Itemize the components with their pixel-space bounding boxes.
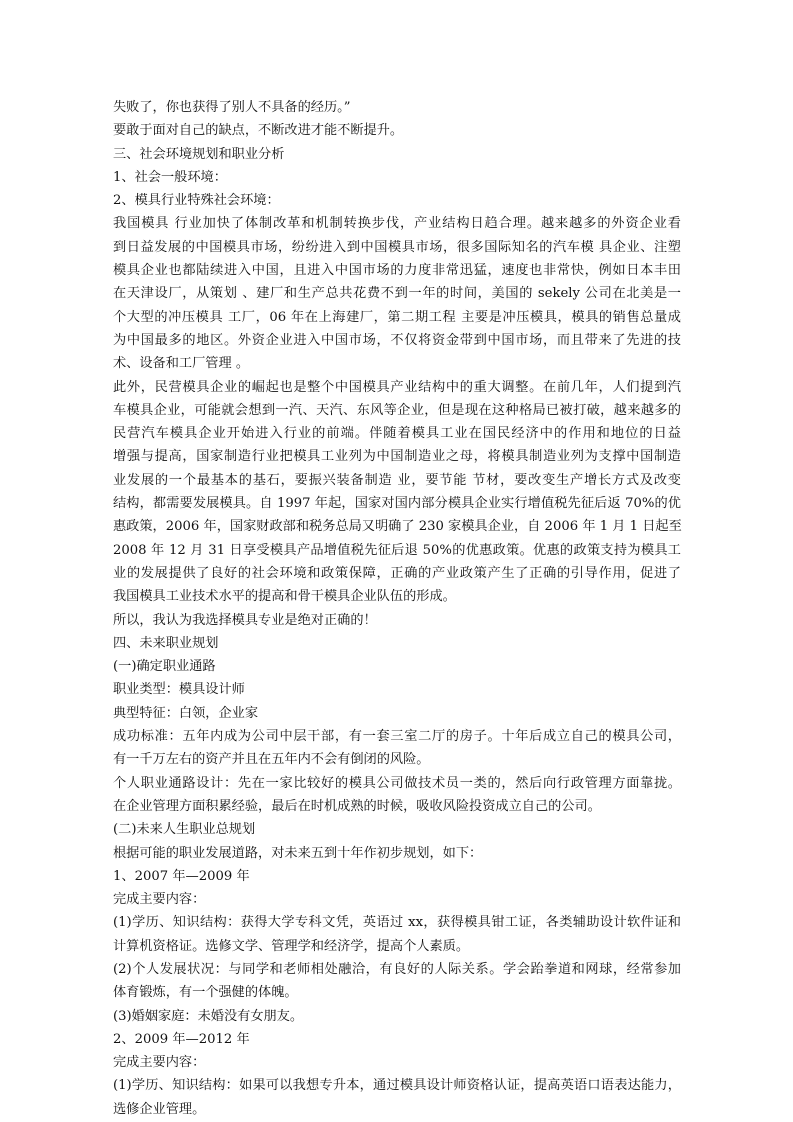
text-line: 失败了，你也获得了别人不具备的经历。” xyxy=(113,100,351,115)
text-line: 计算机资格证。选修文学、管理学和经济学，提高个人素质。 xyxy=(113,938,470,954)
text-line: 有一千万左右的资产并且在五年内不会有倒闭的风险。 xyxy=(113,752,430,768)
text-line: 业发展的一个最基本的基石，要振兴装备制造 业，要节能 节材，要改变生产增长方式及改变 xyxy=(113,472,681,488)
paragraph xyxy=(113,212,681,375)
text-line: 我国模具 行业加快了体制改革和机制转换步伐，产业结构日趋合理。越来越多的外资企业看 xyxy=(113,216,681,232)
paragraph xyxy=(113,725,681,772)
text-line: 车模具企业，可能就会想到一汽、天汽、东风等企业，但是现在这种格局已被打破，越来越多的 xyxy=(113,402,681,418)
text-line: (1)学历、知识结构：如果可以我想专升本，通过模具设计师资格认证，提高英语口语表达能力， xyxy=(113,1078,681,1094)
paragraph xyxy=(113,96,681,119)
paragraph xyxy=(113,376,681,609)
text-line: (一)确定职业通路 xyxy=(113,659,216,675)
text-line: 2、2009 年—2012 年 xyxy=(113,1031,250,1047)
text-line: (2)个人发展状况：与同学和老师相处融洽，有良好的人际关系。学会跆拳道和网球，经常参加 xyxy=(113,961,681,977)
text-line: 成功标准：五年内成为公司中层干部，有一套三室二厅的房子。十年后成立自己的模具公司， xyxy=(113,729,681,745)
text-line: 体育锻炼，有一个强健的体魄。 xyxy=(113,985,298,1001)
text-line: 民营汽车模具企业开始进入行业的前端。伴随着模具工业在国民经济中的作用和地位的日益 xyxy=(113,426,681,442)
text-line: 四、未来职业规划 xyxy=(113,635,219,651)
text-line: 要敢于面对自己的缺点，不断改进才能不断提升。 xyxy=(113,123,404,139)
text-line: 结构，都需要发展模具。自 1997 年起，国家对国内部分模具企业实行增值税先征后返 70%的优 xyxy=(113,496,681,512)
text-line: 职业类型：模具设计师 xyxy=(113,682,245,698)
paragraph xyxy=(113,189,681,212)
text-line: 个大型的冲压模具 工厂，06 年在上海建厂，第二期工程 主要是冲压模具，模具的销售总量成 xyxy=(113,309,681,325)
paragraph xyxy=(113,166,681,189)
text-line: 模具企业也都陆续进入中国，且进入中国市场的力度非常迅猛，速度也非常快，例如日本丰田 xyxy=(113,263,681,279)
paragraph xyxy=(113,818,681,841)
paragraph xyxy=(113,865,681,888)
text-line: 2008 年 12 月 31 日享受模具产品增值税先征后退 50%的优惠政策。优惠的政策支持为模具工 xyxy=(113,542,681,558)
text-line: (3)婚姻家庭：未婚没有女朋友。 xyxy=(113,1008,304,1024)
paragraph xyxy=(113,702,681,725)
paragraph xyxy=(113,842,681,865)
paragraph xyxy=(113,655,681,678)
text-line: 在企业管理方面积累经验，最后在时机成熟的时候，吸收风险投资成立自己的公司。 xyxy=(113,798,601,814)
text-line: 在天津设厂，从策划 、建厂和生产总共花费不到一年的时间，美国的 sekely 公司在北美是一 xyxy=(113,286,681,302)
text-line: 典型特征：白领，企业家 xyxy=(113,705,259,721)
paragraph xyxy=(113,609,681,632)
document-page xyxy=(113,96,681,1121)
text-line: 到日益发展的中国模具市场，纷纷进入到中国模具市场，很多国际知名的汽车模 具企业、注塑 xyxy=(113,239,681,255)
text-line: 惠政策，2006 年，国家财政部和税务总局又明确了 230 家模具企业，自 2006 年 1 月 1 日起至 xyxy=(113,519,682,535)
text-line: 个人职业通路设计：先在一家比较好的模具公司做技术员一类的，然后向行政管理方面靠拢。 xyxy=(113,775,681,791)
text-line: 完成主要内容： xyxy=(113,1055,206,1071)
paragraph xyxy=(113,1074,681,1121)
paragraph xyxy=(113,911,681,958)
text-line: 此外，民营模具企业的崛起也是整个中国模具产业结构中的重大调整。在前几年，人们提到汽 xyxy=(113,379,681,395)
text-line: 为中国最多的地区。外资企业进入中国市场，不仅将资金带到中国市场，而且带来了先进的技 xyxy=(113,332,681,348)
text-line: 1、社会一般环境： xyxy=(113,169,227,185)
text-line: 选修企业管理。 xyxy=(113,1101,206,1117)
paragraph xyxy=(113,119,681,142)
text-line: 完成主要内容： xyxy=(113,892,206,908)
paragraph xyxy=(113,888,681,911)
text-line: 增强与提高，国家制造行业把模具工业列为中国制造业之母，将模具制造业列为支撑中国制造 xyxy=(113,449,681,465)
text-line: 2、模具行业特殊社会环境： xyxy=(113,193,280,209)
text-line: 1、2007 年—2009 年 xyxy=(113,868,250,884)
text-line: 三、社会环境规划和职业分析 xyxy=(113,146,285,162)
text-line: (二)未来人生职业总规划 xyxy=(113,822,256,838)
paragraph xyxy=(113,1051,681,1074)
text-line: 所以，我认为我选择模具专业是绝对正确的！ xyxy=(113,612,377,628)
text-line: 根据可能的职业发展道路，对未来五到十年作初步规划，如下： xyxy=(113,845,483,861)
text-line: 术、设备和工厂管理 。 xyxy=(113,356,250,372)
paragraph xyxy=(113,958,681,1005)
paragraph xyxy=(113,1005,681,1028)
paragraph xyxy=(113,1028,681,1051)
paragraph xyxy=(113,678,681,701)
paragraph xyxy=(113,632,681,655)
paragraph xyxy=(113,772,681,819)
text-line: (1)学历、知识结构：获得大学专科文凭，英语过 xx，获得模具钳工证，各类辅助设计软件证和 xyxy=(113,915,681,931)
paragraph xyxy=(113,143,681,166)
text-line: 业的发展提供了良好的社会环境和政策保障，正确的产业政策产生了正确的引导作用，促进了 xyxy=(113,565,681,581)
text-line: 我国模具工业技术水平的提高和骨干模具企业队伍的形成。 xyxy=(113,589,456,605)
